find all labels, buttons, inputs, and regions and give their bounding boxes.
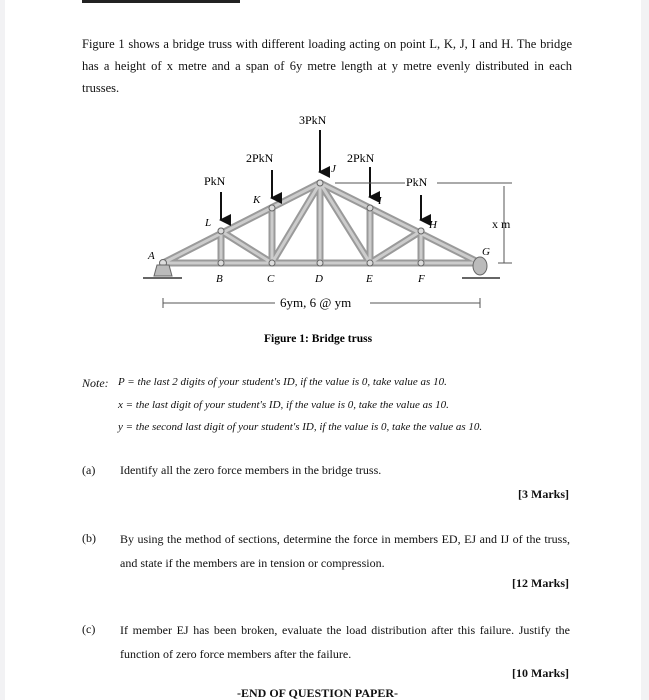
node-H: H xyxy=(429,219,437,231)
note-line-x: x = the last digit of your student's ID, if the value is 0, take the value as 10. xyxy=(118,399,449,411)
node-I: I xyxy=(378,195,382,207)
note-line-y: y = the second last digit of your student's ID, if the value is 0, take the value as 10. xyxy=(118,421,483,433)
question-c-text: If member EJ has been broken, evaluate the load distribution after this failure. Justify the function of zero force members after the failure. xyxy=(120,623,570,661)
node-A: A xyxy=(148,250,155,262)
node-J: J xyxy=(331,163,336,175)
load-label-K: 2PkN xyxy=(246,151,274,165)
node-L: L xyxy=(205,217,212,229)
load-label-J: 3PkN xyxy=(299,113,327,127)
question-b-text: By using the method of sections, determine the force in members ED, EJ and IJ of the truss, and state if the members are in tension or compression. xyxy=(120,532,570,570)
question-a-marks: [3 Marks] xyxy=(518,487,569,501)
load-label-L: PkN xyxy=(204,174,226,188)
pin-support-A xyxy=(143,265,182,278)
span-label: 6ym, 6 @ ym xyxy=(280,295,352,310)
node-F: F xyxy=(418,273,425,285)
node-K: K xyxy=(253,194,261,206)
note-line-P: P = the last 2 digits of your student's ID, if the value is 0, take value as 10. xyxy=(118,376,447,388)
intro-paragraph: Figure 1 shows a bridge truss with different loading acting on point L, K, J, I and H. The bridge has a height of x metre and a span of 6y metre length at y metre evenly distributed in each trusses. xyxy=(82,37,572,95)
load-label-I: 2PkN xyxy=(347,151,375,165)
note-label: Note: xyxy=(82,376,109,390)
height-label: x m xyxy=(492,217,511,231)
question-a-label: (a) xyxy=(82,463,96,477)
question-b-marks: [12 Marks] xyxy=(512,576,569,590)
node-B: B xyxy=(216,273,223,285)
node-E: E xyxy=(366,273,373,285)
question-a-text: Identify all the zero force members in the bridge truss. xyxy=(120,463,382,477)
node-G: G xyxy=(482,246,490,258)
node-C: C xyxy=(267,273,275,285)
question-c-label: (c) xyxy=(82,622,96,636)
question-c-marks: [10 Marks] xyxy=(512,666,569,680)
end-of-paper: -END OF QUESTION PAPER- xyxy=(237,686,399,700)
figure-caption: Figure 1: Bridge truss xyxy=(264,333,373,345)
question-b-label: (b) xyxy=(82,531,96,545)
load-label-H: PkN xyxy=(406,175,428,189)
node-D: D xyxy=(315,273,323,285)
